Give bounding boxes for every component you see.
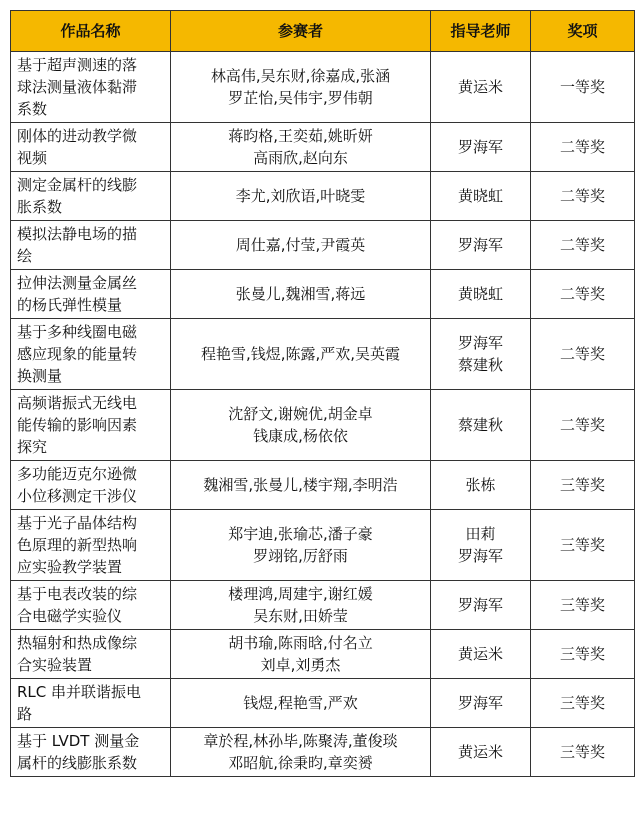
advisor-cell-line: 黄晓虹 (457, 285, 503, 303)
advisor-cell (431, 52, 531, 123)
work-name-cell (11, 461, 171, 510)
work-name-cell-line: 基于光子晶体结构 (17, 514, 138, 532)
table-row (11, 270, 635, 319)
advisor-cell-line: 黄运米 (457, 743, 503, 761)
table-row (11, 728, 635, 777)
participants-cell-line: 钱煜,程艳雪,严欢 (243, 694, 358, 712)
work-name-cell-line: 系数 (17, 100, 48, 118)
advisor-cell (431, 630, 531, 679)
work-name-cell (11, 630, 171, 679)
work-name-cell (11, 270, 171, 319)
work-name-cell-line: 测定金属杆的线膨 (17, 176, 138, 194)
advisor-cell (431, 390, 531, 461)
award-cell: 三等奖 (531, 679, 635, 728)
participants-cell (171, 172, 431, 221)
participants-cell-line: 钱康成,杨依依 (253, 427, 348, 445)
advisor-cell-line: 罗海军 (457, 334, 503, 352)
participants-cell-line: 林高伟,吴东财,徐嘉成,张涵 (210, 67, 391, 85)
table-row (11, 319, 635, 390)
advisor-cell-line: 罗海军 (457, 596, 503, 614)
table-row (11, 52, 635, 123)
work-name-cell (11, 390, 171, 461)
participants-cell (171, 221, 431, 270)
work-name-cell (11, 679, 171, 728)
advisor-cell-line: 黄运米 (457, 78, 503, 96)
advisor-cell (431, 581, 531, 630)
advisor-cell (431, 270, 531, 319)
work-name-cell-line: 球法测量液体黏滞 (17, 78, 138, 96)
work-name-cell-line: 的杨氏弹性模量 (17, 296, 123, 314)
work-name-cell-line: 合实验装置 (17, 656, 93, 674)
participants-cell-line: 刘卓,刘勇杰 (260, 656, 341, 674)
participants-cell (171, 461, 431, 510)
participants-cell-line: 郑宇迪,张瑜芯,潘子豪 (228, 525, 373, 543)
header-award: 奖项 (531, 11, 635, 52)
awards-table (10, 10, 635, 777)
participants-cell-line: 邓昭航,徐秉昀,章奕赟 (228, 754, 373, 772)
header-work-name: 作品名称 (11, 11, 171, 52)
table-row (11, 390, 635, 461)
participants-cell-line: 高雨欣,赵向东 (253, 149, 348, 167)
header-advisor: 指导老师 (431, 11, 531, 52)
work-name-cell (11, 221, 171, 270)
advisor-cell-line: 罗海军 (457, 694, 503, 712)
advisor-cell (431, 679, 531, 728)
table-row (11, 630, 635, 679)
work-name-cell-line: 基于多种线圈电磁 (17, 323, 138, 341)
work-name-cell-line: 热辐射和热成像综 (17, 634, 138, 652)
advisor-cell (431, 728, 531, 777)
participants-cell (171, 270, 431, 319)
advisor-cell-line: 张栋 (465, 476, 496, 494)
participants-cell (171, 581, 431, 630)
table-body (11, 52, 635, 777)
participants-cell (171, 679, 431, 728)
participants-cell-line: 罗翊铭,厉舒雨 (253, 547, 348, 565)
participants-cell (171, 510, 431, 581)
advisor-cell (431, 461, 531, 510)
participants-cell-line: 罗芷怡,吴伟宇,罗伟朝 (228, 89, 373, 107)
participants-cell-line: 张曼儿,魏湘雪,蒋远 (235, 285, 366, 303)
advisor-cell-line: 黄运米 (457, 645, 503, 663)
work-name-cell-line: RLC 串并联谐振电 (17, 683, 142, 701)
advisor-cell (431, 172, 531, 221)
advisor-cell-line: 黄晓虹 (457, 187, 503, 205)
award-cell: 一等奖 (531, 52, 635, 123)
participants-cell-line: 楼理鸿,周建宇,谢红媛 (228, 585, 373, 603)
participants-cell (171, 319, 431, 390)
work-name-cell-line: 高频谐振式无线电 (17, 394, 138, 412)
award-cell: 三等奖 (531, 581, 635, 630)
participants-cell-line: 李尤,刘欣语,叶晓雯 (235, 187, 366, 205)
participants-cell-line: 胡书瑜,陈雨晗,付名立 (228, 634, 373, 652)
award-cell: 三等奖 (531, 630, 635, 679)
advisor-cell (431, 123, 531, 172)
table-row (11, 172, 635, 221)
participants-cell-line: 蒋昀格,王奕茹,姚昕妍 (228, 127, 373, 145)
work-name-cell-line: 探究 (17, 438, 48, 456)
table-header-row (11, 11, 635, 52)
work-name-cell-line: 拉伸法测量金属丝 (17, 274, 138, 292)
advisor-cell-line: 蔡建秋 (457, 356, 503, 374)
work-name-cell-line: 模拟法静电场的描 (17, 225, 138, 243)
work-name-cell (11, 728, 171, 777)
table-row (11, 679, 635, 728)
work-name-cell-line: 小位移测定干涉仪 (17, 487, 138, 505)
work-name-cell-line: 刚体的进动教学微 (17, 127, 138, 145)
work-name-cell-line: 视频 (17, 149, 48, 167)
work-name-cell-line: 感应现象的能量转 (17, 345, 138, 363)
advisor-cell (431, 221, 531, 270)
award-cell: 三等奖 (531, 510, 635, 581)
advisor-cell-line: 蔡建秋 (457, 416, 503, 434)
table-row (11, 461, 635, 510)
award-cell: 二等奖 (531, 123, 635, 172)
participants-cell-line: 沈舒文,谢婉优,胡金卓 (228, 405, 373, 423)
advisor-cell (431, 510, 531, 581)
work-name-cell-line: 基于 LVDT 测量金 (17, 732, 140, 750)
participants-cell-line: 程艳雪,钱煜,陈露,严欢,吴英霞 (200, 345, 401, 363)
award-cell: 二等奖 (531, 390, 635, 461)
work-name-cell-line: 属杆的线膨胀系数 (17, 754, 138, 772)
award-cell: 二等奖 (531, 270, 635, 319)
table-row (11, 221, 635, 270)
work-name-cell-line: 应实验教学装置 (17, 558, 123, 576)
work-name-cell (11, 123, 171, 172)
work-name-cell (11, 172, 171, 221)
advisor-cell-line: 田莉 (465, 525, 496, 543)
advisor-cell-line: 罗海军 (457, 138, 503, 156)
participants-cell (171, 390, 431, 461)
work-name-cell-line: 色原理的新型热响 (17, 536, 138, 554)
work-name-cell-line: 路 (17, 705, 33, 723)
table-row (11, 581, 635, 630)
header-participants: 参赛者 (171, 11, 431, 52)
work-name-cell-line: 绘 (17, 247, 33, 265)
work-name-cell-line: 胀系数 (17, 198, 63, 216)
participants-cell (171, 52, 431, 123)
participants-cell (171, 728, 431, 777)
work-name-cell-line: 基于超声测速的落 (17, 56, 138, 74)
award-cell: 二等奖 (531, 172, 635, 221)
advisor-cell-line: 罗海军 (457, 547, 503, 565)
work-name-cell (11, 319, 171, 390)
award-cell: 三等奖 (531, 461, 635, 510)
participants-cell (171, 123, 431, 172)
participants-cell (171, 630, 431, 679)
participants-cell-line: 周仕嘉,付莹,尹霞英 (235, 236, 366, 254)
work-name-cell-line: 多功能迈克尔逊微 (17, 465, 138, 483)
advisor-cell (431, 319, 531, 390)
work-name-cell-line: 基于电表改装的综 (17, 585, 138, 603)
table-row (11, 123, 635, 172)
award-cell: 三等奖 (531, 728, 635, 777)
work-name-cell-line: 能传输的影响因素 (17, 416, 138, 434)
participants-cell-line: 章於程,林孙毕,陈聚涛,董俊琰 (203, 732, 398, 750)
work-name-cell (11, 52, 171, 123)
work-name-cell-line: 合电磁学实验仪 (17, 607, 123, 625)
work-name-cell-line: 换测量 (17, 367, 63, 385)
work-name-cell (11, 510, 171, 581)
work-name-cell (11, 581, 171, 630)
participants-cell-line: 魏湘雪,张曼儿,楼宇翔,李明浩 (203, 476, 398, 494)
advisor-cell-line: 罗海军 (457, 236, 503, 254)
participants-cell-line: 吴东财,田娇莹 (253, 607, 348, 625)
award-cell: 二等奖 (531, 221, 635, 270)
award-cell: 二等奖 (531, 319, 635, 390)
table-row (11, 510, 635, 581)
